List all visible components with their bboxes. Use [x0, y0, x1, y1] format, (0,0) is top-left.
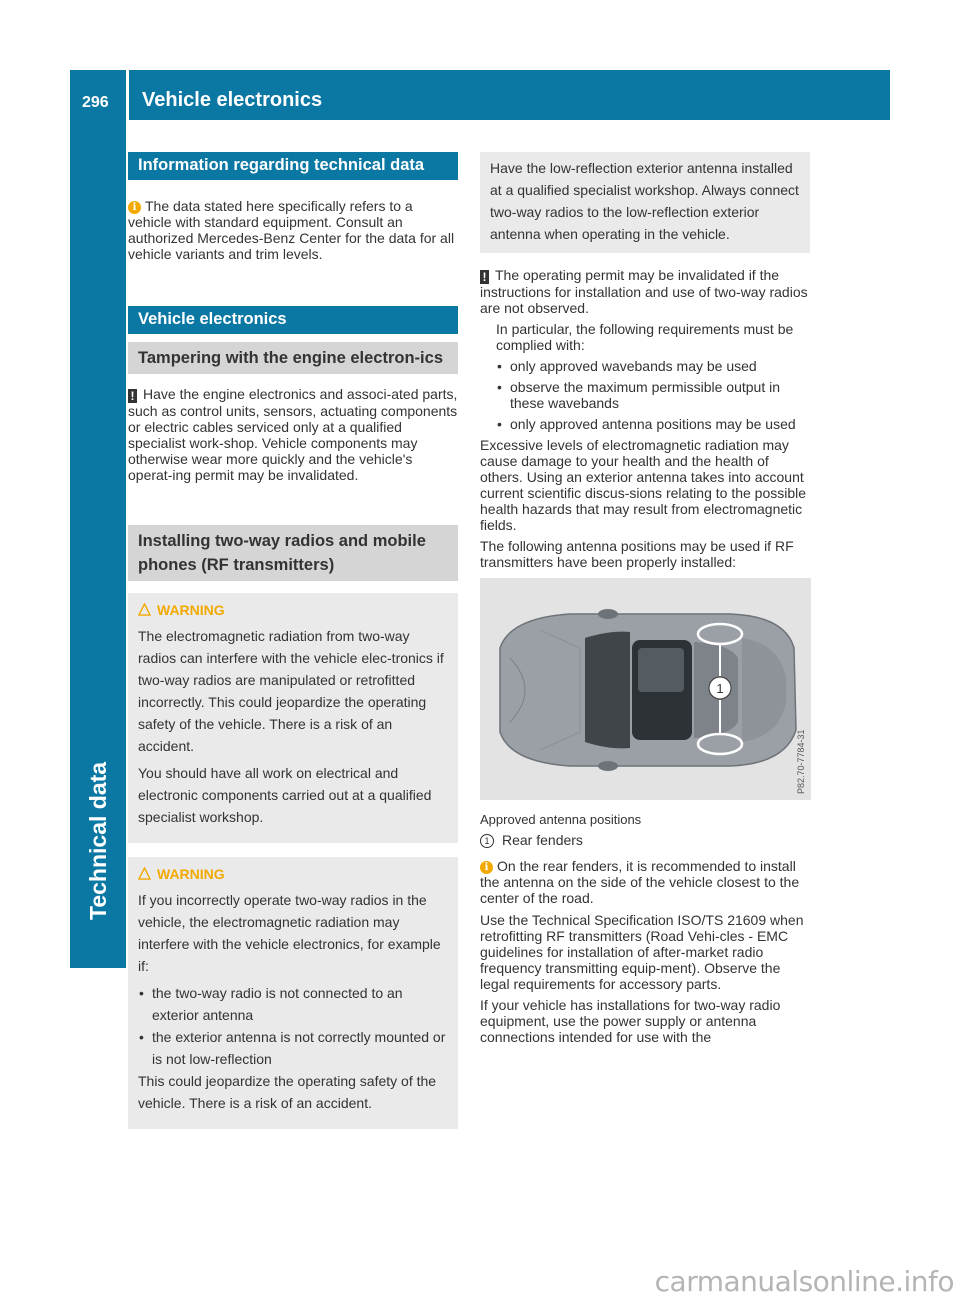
chapter-label: Technical data [85, 761, 111, 920]
subheading-installing-radios: Installing two-way radios and mobile phones (RF transmitters) [128, 525, 458, 581]
info-paragraph-2 [480, 858, 810, 906]
list-item: • the two-way radio is not connected to an exterior antenna [138, 982, 448, 1026]
car-top-view-illustration [480, 578, 811, 800]
paragraph-following: The following antenna positions may be used if RF transmitters have been properly installed: [480, 538, 794, 570]
section-heading-info: Information regarding technical data [128, 152, 458, 180]
figure-code: P82.70-7784-31 [796, 729, 806, 794]
info-paragraph [128, 198, 458, 262]
paragraph-last: If your vehicle has installations for two-way radio equipment, use the power supply or antenna connections intended for use with the [480, 997, 781, 1045]
antenna-note-box: Have the low-reflection exterior antenna installed at a qualified specialist workshop. Always connect two-way radios to the low-reflection exterior antenna when operating in the vehicle. [480, 152, 810, 253]
paragraph-excessive: Excessive levels of electromagnetic radiation may cause damage to your health and the health of others. Using an exterior antenna takes into account current scientific discus-sions relating to the possible health hazards that may result from electromagnetic fields. [480, 437, 807, 533]
info-icon: i [480, 861, 493, 874]
notice-text: The operating permit may be invalidated if the instructions for installation and use of two-way radios are not observed. [480, 267, 808, 316]
warning-box-1 [128, 593, 458, 843]
notice-icon: ! [128, 389, 137, 403]
chapter-sidebar [70, 120, 126, 968]
list-item: • observe the maximum permissible output in these wavebands [496, 379, 810, 411]
info-text-2: On the rear fenders, it is recommended to install the antenna on the side of the vehicle closest to the center of the road. [480, 858, 800, 906]
list-item: • only approved wavebands may be used [496, 358, 810, 374]
figure-legend [480, 832, 810, 848]
list-item: • only approved antenna positions may be used [496, 416, 810, 432]
warning-text: You should have all work on electrical and electronic components carried out at a qualified specialist workshop. [138, 765, 432, 825]
warning-header [138, 865, 448, 883]
warning-triangle-icon [138, 603, 151, 616]
figure-caption: Approved antenna positions [480, 812, 642, 827]
header-divider [126, 70, 129, 120]
tamper-paragraph [128, 386, 458, 483]
info-icon: i [128, 201, 141, 214]
legend-text: Rear fenders [502, 832, 583, 848]
legend-number: 1 [480, 834, 494, 848]
watermark: carmanualsonline.info [654, 1265, 954, 1298]
notice-paragraph [480, 267, 810, 316]
warning-box-2 [128, 857, 458, 1129]
left-column [128, 152, 458, 1129]
warning-header [138, 601, 448, 619]
list-item: • the exterior antenna is not correctly mounted or is not low-reflection [138, 1026, 448, 1070]
figure-callout: 1 [716, 681, 724, 696]
page-title: Vehicle electronics [142, 89, 323, 111]
right-column [480, 152, 810, 1050]
warning-label: WARNING [157, 866, 225, 882]
page-header-bar [70, 70, 890, 120]
notice-text-2: In particular, the following requirements must be complied with: [496, 321, 794, 353]
tamper-text: Have the engine electronics and associ-ated parts, such as control units, sensors, actuating components or electric cables serviced only at a qualified specialist work-shop. Vehicle components may otherwise wear more quickly and the vehicle's operat-ing permit may be invalidated. [128, 386, 458, 483]
subheading-tampering: Tampering with the engine electron-ics [128, 342, 458, 374]
warning-triangle-icon [138, 867, 151, 880]
info-text: The data stated here specifically refers to a vehicle with standard equipment. Consult an authorized Mercedes-Benz Center for the data for all vehicle variants and trim levels. [128, 198, 455, 262]
car-top-view-figure [480, 578, 811, 800]
page-number: 296 [82, 94, 109, 111]
paragraph-iso: Use the Technical Specification ISO/TS 21609 when retrofitting RF transmitters (Road Vehi-cles - EMC guidelines for installation of after-market radio frequency transmitting equip-ment). Observe the legal requirements for accessory parts. [480, 912, 804, 992]
section-heading-vehicle-electronics: Vehicle electronics [128, 306, 458, 334]
notice-icon: ! [480, 270, 489, 284]
warning-text: The electromagnetic radiation from two-way radios can interfere with the vehicle elec-tronics if two-way radios are manipulated or retrofitted incorrectly. This could jeopardize the operating safety of the vehicle. There is a risk of an accident. [138, 628, 444, 754]
warning-text: This could jeopardize the operating safety of the vehicle. There is a risk of an accident. [138, 1073, 437, 1111]
warning-label: WARNING [157, 602, 225, 618]
requirements-list [480, 358, 810, 432]
warning-text: If you incorrectly operate two-way radios in the vehicle, the electromagnetic radiation may interfere with the vehicle electronics, for example if: [138, 892, 441, 974]
